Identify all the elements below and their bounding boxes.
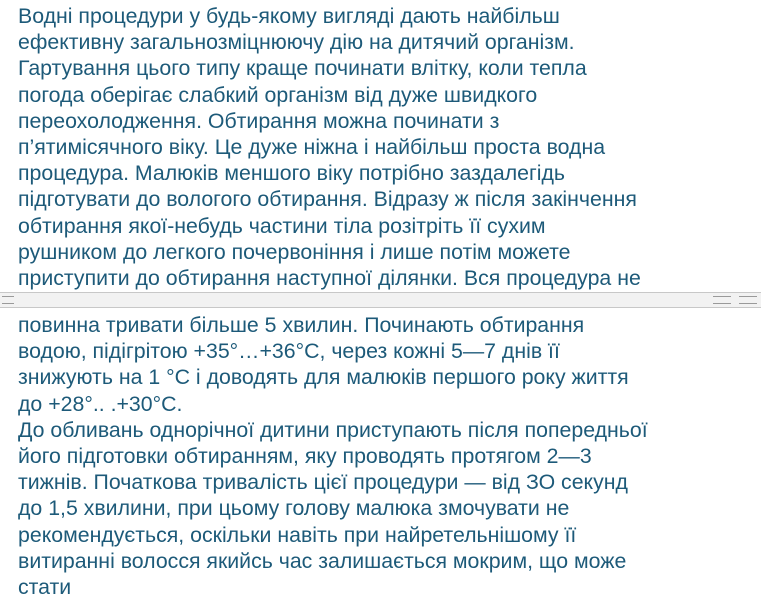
margin-marker [713, 296, 731, 304]
text-line: водою, підігрітою +35°…+36°С, через кожні 5—7 днів її [18, 339, 560, 364]
text-line: повинна тривати більше 5 хвилин. Починають обтирання [18, 313, 585, 337]
text-line: п’ятимісячного віку. Це дуже ніжна і найбільш проста водна [18, 134, 606, 159]
text-line: Гартування цього типу краще починати влітку, коли тепла [18, 56, 587, 81]
text-line: до +28°.. .+30°С. [18, 391, 183, 416]
text-line: тижнів. Початкова тривалість цієї процедури — від ЗО секунд [18, 470, 628, 495]
text-line: його підготовки обтиранням, яку проводять протягом 2—3 [18, 443, 592, 468]
text-line: витиранні волосся якийсь час залишається мокрим, що може [18, 548, 627, 573]
page-break-gap [0, 292, 761, 308]
text-line: стати [18, 574, 72, 599]
text-line: до 1,5 хвилини, при цьому голову малюка змочувати не [18, 496, 570, 521]
text-line: рушником до легкого почервоніння і лише потім можете [18, 239, 571, 264]
text-line: знижують на 1 °С і доводять для малюків першого року життя [18, 365, 629, 390]
text-line: рекомендується, оскільки навіть при найретельнішому її [18, 522, 577, 547]
text-line: ефективну загальнозміцнюючу дію на дитячий організм. [18, 30, 575, 55]
text-line: До обливань однорічної дитини приступають після попередньої [18, 417, 648, 442]
text-line: підготувати до вологого обтирання. Відразу ж після закінчення [18, 187, 637, 212]
text-line: приступити до обтирання наступної ділянки. Вся процедура не [18, 265, 641, 290]
margin-marker [739, 296, 757, 304]
text-line: обтирання якої-небудь частини тіла розітріть її сухим [18, 213, 546, 238]
paragraph-text-bottom [18, 312, 738, 600]
text-line: процедура. Малюків меншого віку потрібно заздалегідь [18, 161, 566, 186]
document-page-bottom [0, 308, 761, 610]
margin-marker [2, 296, 14, 304]
paragraph-text-top [18, 3, 738, 291]
text-line: переохолодження. Обтирання можна починати з [18, 108, 500, 133]
text-line: Водні процедури у будь-якому вигляді дають найбільш [18, 4, 560, 28]
document-page-top [0, 0, 761, 292]
text-line: погода оберігає слабкий організм від дуже швидкого [18, 82, 538, 107]
